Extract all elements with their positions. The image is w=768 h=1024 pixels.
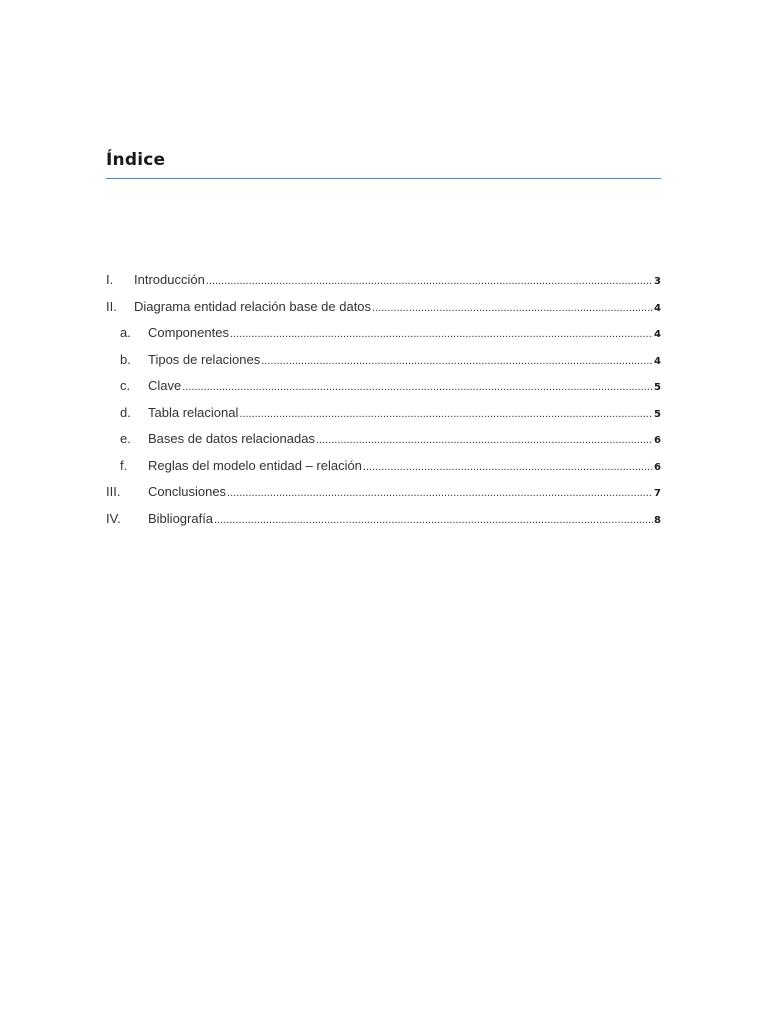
toc-entry-tabla-relacional[interactable] bbox=[106, 405, 661, 432]
toc-entry-number: II. bbox=[106, 298, 117, 314]
toc-entry-page: 8 bbox=[654, 514, 661, 526]
toc-entry-label: Conclusiones bbox=[148, 484, 227, 499]
toc-entry-conclusiones[interactable] bbox=[106, 484, 661, 511]
toc-entry-number: III. bbox=[106, 484, 121, 499]
toc-dot-leader bbox=[214, 514, 653, 526]
toc-dot-leader bbox=[372, 302, 653, 314]
toc-entry-page: 5 bbox=[654, 408, 661, 420]
toc-entry-label: Tabla relacional bbox=[148, 404, 239, 420]
toc-entry-page: 4 bbox=[654, 302, 661, 314]
toc-entry-tipos-de-relaciones[interactable] bbox=[106, 352, 661, 379]
toc-dot-leader bbox=[227, 487, 653, 499]
toc-entry-label: Introducción bbox=[134, 272, 205, 287]
toc-entry-number: c. bbox=[120, 378, 131, 393]
toc-entry-page: 6 bbox=[654, 435, 661, 446]
toc-entry-label: Diagrama entidad relación base de datos bbox=[134, 298, 372, 314]
toc-entry-diagrama[interactable] bbox=[106, 299, 661, 326]
toc-entry-introduccion[interactable] bbox=[106, 272, 661, 299]
toc-entry-number: b. bbox=[120, 351, 131, 367]
toc-dot-leader bbox=[316, 434, 653, 446]
toc-dot-leader bbox=[230, 328, 653, 340]
title-underline bbox=[106, 178, 661, 179]
toc-entry-number: f. bbox=[120, 457, 128, 473]
toc-entry-number: I. bbox=[106, 272, 114, 287]
toc-entry-label: Tipos de relaciones bbox=[148, 351, 261, 367]
toc-entry-page: 5 bbox=[654, 382, 661, 393]
table-of-contents bbox=[106, 272, 661, 537]
toc-entry-componentes[interactable] bbox=[106, 325, 661, 352]
toc-entry-number: e. bbox=[120, 431, 131, 446]
page-title: Índice bbox=[106, 150, 166, 170]
toc-entry-page: 3 bbox=[654, 276, 661, 287]
toc-dot-leader bbox=[182, 381, 653, 393]
toc-entry-number: d. bbox=[120, 404, 131, 420]
toc-entry-clave[interactable] bbox=[106, 378, 661, 405]
toc-dot-leader bbox=[239, 408, 653, 420]
toc-entry-page: 4 bbox=[654, 329, 661, 340]
toc-entry-page: 6 bbox=[654, 461, 661, 473]
toc-entry-page: 4 bbox=[654, 355, 661, 367]
toc-entry-label: Clave bbox=[148, 378, 182, 393]
toc-dot-leader bbox=[363, 461, 653, 473]
toc-entry-label: Reglas del modelo entidad – relación bbox=[148, 457, 362, 473]
toc-entry-label: Bibliografía bbox=[148, 510, 214, 526]
toc-dot-leader bbox=[206, 275, 653, 287]
toc-entry-page: 7 bbox=[654, 488, 661, 499]
toc-entry-label: Bases de datos relacionadas bbox=[148, 431, 315, 446]
toc-entry-reglas-del-modelo[interactable] bbox=[106, 458, 661, 485]
toc-entry-number: a. bbox=[120, 325, 131, 340]
toc-entry-bibliografia[interactable] bbox=[106, 511, 661, 538]
toc-dot-leader bbox=[261, 355, 653, 367]
toc-entry-label: Componentes bbox=[148, 325, 229, 340]
toc-entry-bases-de-datos[interactable] bbox=[106, 431, 661, 458]
toc-entry-number: IV. bbox=[106, 510, 121, 526]
